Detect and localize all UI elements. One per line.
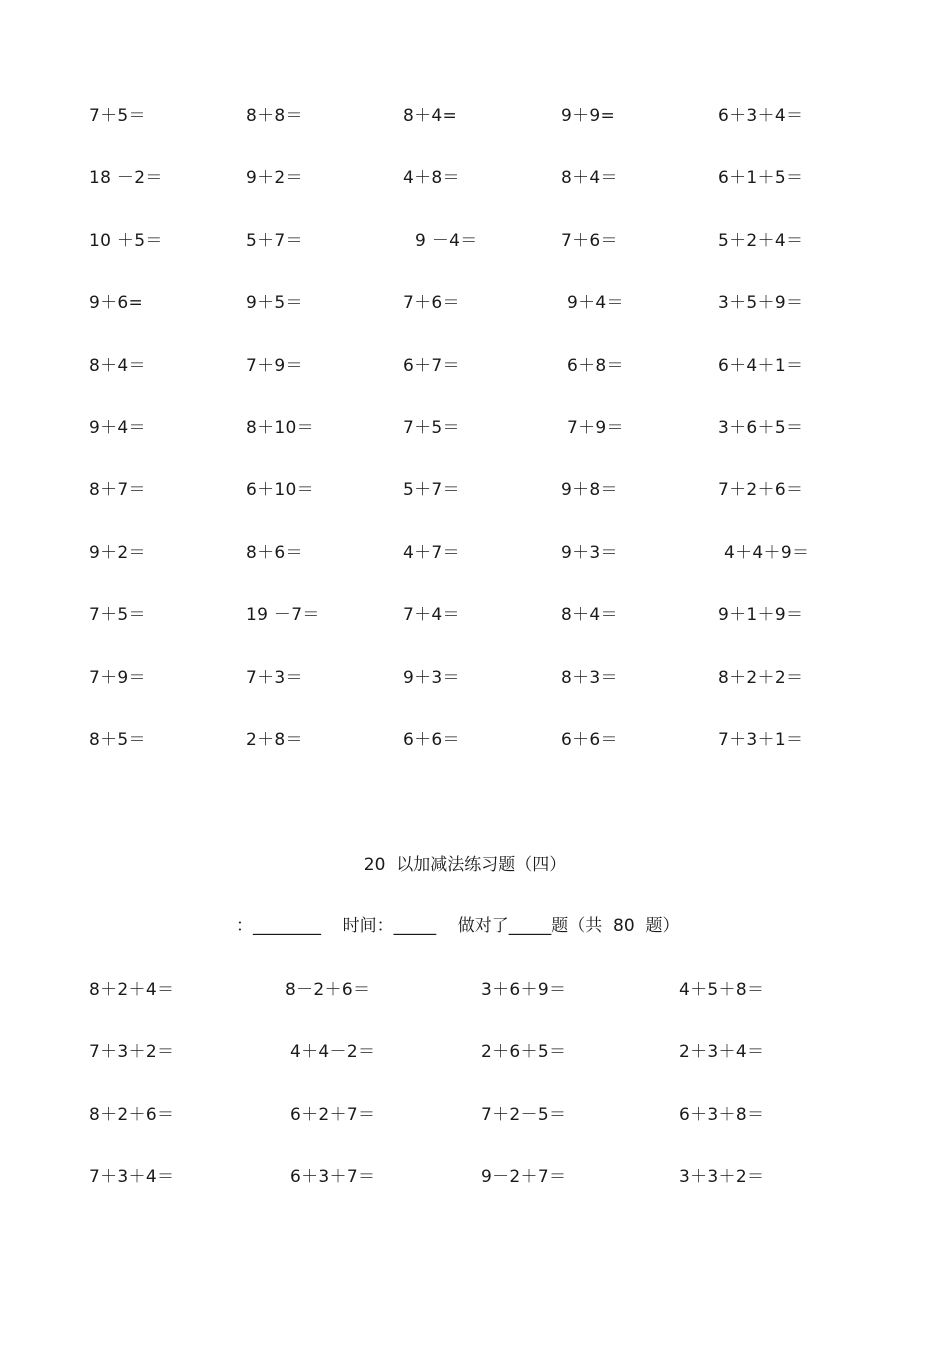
- math-problem: 8＋4＝: [561, 168, 618, 189]
- problem-row: [89, 978, 889, 1040]
- math-problem: 7＋6＝: [403, 293, 460, 314]
- math-problem: 9＋6=: [89, 293, 144, 314]
- math-problem: 9＋9=: [561, 106, 616, 126]
- math-problem: 5＋7＝: [403, 480, 460, 501]
- math-problem: 8＋5＝: [89, 729, 146, 750]
- math-problem: 9＋3＝: [403, 667, 460, 688]
- math-problem: 4＋8＝: [403, 168, 460, 189]
- math-problem: 8＋4＝: [561, 605, 618, 626]
- math-problem: 3＋6＋9＝: [481, 980, 567, 1000]
- math-problem: 9＋4＝: [89, 417, 146, 438]
- math-problem: 8＋6＝: [246, 542, 303, 563]
- problem-row: [89, 1040, 889, 1102]
- math-problem: 9＋5＝: [246, 293, 303, 314]
- section1-problem-grid: [89, 104, 869, 790]
- math-problem: 6＋6＝: [403, 729, 460, 750]
- math-problem: 3＋6＋5＝: [718, 417, 804, 438]
- section2-problem-grid: [89, 978, 889, 1228]
- math-problem: 7＋3＋2＝: [89, 1042, 175, 1063]
- math-problem: 7＋2＋6＝: [718, 480, 804, 501]
- math-problem: 6＋7＝: [403, 355, 460, 376]
- math-problem: 9＋3＝: [561, 542, 618, 563]
- math-problem: 6＋3＋8＝: [679, 1104, 765, 1125]
- math-problem: 7＋3＋4＝: [89, 1167, 175, 1188]
- problem-row: [89, 291, 869, 353]
- math-problem: 7＋2－5＝: [481, 1104, 567, 1125]
- math-problem: 9＋4＝: [567, 293, 624, 314]
- math-problem: 5＋2＋4＝: [718, 230, 804, 251]
- math-problem: 8＋4＝: [89, 355, 146, 376]
- math-problem: 3＋5＋9＝: [718, 293, 804, 314]
- math-problem: 9－2＋7＝: [481, 1167, 567, 1188]
- math-problem: 7＋9＝: [89, 667, 146, 688]
- math-problem: 18 －2＝: [89, 168, 163, 189]
- math-problem: 6＋2＋7＝: [290, 1104, 376, 1125]
- math-problem: 6＋6＝: [561, 729, 618, 750]
- problem-row: [89, 354, 869, 416]
- problem-row: [89, 104, 869, 166]
- math-problem: 4＋4＋9＝: [724, 542, 810, 563]
- problem-row: [89, 478, 869, 540]
- math-problem: 9＋2＝: [246, 168, 303, 189]
- problem-row: [89, 166, 869, 228]
- math-problem: 6＋1＋5＝: [718, 168, 804, 189]
- math-problem: 8＋2＋4＝: [89, 980, 175, 1000]
- math-problem: 2＋3＋4＝: [679, 1042, 765, 1063]
- worksheet-title: 20 以加减法练习题（四）: [363, 855, 567, 875]
- math-problem: 3＋3＋2＝: [679, 1167, 765, 1188]
- math-problem: 6＋4＋1＝: [718, 355, 804, 376]
- math-problem: 4＋5＋8＝: [679, 980, 765, 1000]
- problem-row: [89, 728, 869, 790]
- problem-row: [89, 541, 869, 603]
- problem-row: [89, 1165, 889, 1227]
- math-problem: 10 ＋5＝: [89, 230, 163, 251]
- math-problem: 4＋7＝: [403, 542, 460, 563]
- math-problem: 8＋7＝: [89, 480, 146, 501]
- math-problem: 19 －7＝: [246, 605, 320, 626]
- math-problem: 9＋1＋9＝: [718, 605, 804, 626]
- math-problem: 6＋3＋4＝: [718, 106, 804, 126]
- math-problem: 9＋8＝: [561, 480, 618, 501]
- problem-row: [89, 603, 869, 665]
- math-problem: 4＋4－2＝: [290, 1042, 376, 1063]
- math-problem: 7＋5＝: [89, 106, 146, 126]
- name-time-score-line: ：________ 时间：_____ 做对了_____题（共 80 题）: [236, 916, 680, 936]
- math-problem: 8＋2＋6＝: [89, 1104, 175, 1125]
- math-problem: 6＋3＋7＝: [290, 1167, 376, 1188]
- math-problem: 8＋2＋2＝: [718, 667, 804, 688]
- math-problem: 2＋8＝: [246, 729, 303, 750]
- problem-row: [89, 1103, 889, 1165]
- problem-row: [89, 229, 869, 291]
- math-problem: 7＋4＝: [403, 605, 460, 626]
- math-problem: 9 －4＝: [415, 230, 478, 251]
- problem-row: [89, 666, 869, 728]
- math-problem: 2＋6＋5＝: [481, 1042, 567, 1063]
- math-problem: 6＋8＝: [567, 355, 624, 376]
- math-problem: 7＋9＝: [567, 417, 624, 438]
- math-problem: 7＋9＝: [246, 355, 303, 376]
- math-problem: 7＋6＝: [561, 230, 618, 251]
- math-problem: 7＋3＋1＝: [718, 729, 804, 750]
- problem-row: [89, 416, 869, 478]
- math-problem: 7＋5＝: [89, 605, 146, 626]
- math-problem: 8＋8＝: [246, 106, 303, 126]
- math-problem: 7＋3＝: [246, 667, 303, 688]
- math-problem: 8＋4=: [403, 106, 458, 126]
- math-problem: 8＋10＝: [246, 417, 314, 438]
- math-problem: 6＋10＝: [246, 480, 314, 501]
- math-problem: 5＋7＝: [246, 230, 303, 251]
- math-problem: 8＋3＝: [561, 667, 618, 688]
- math-problem: 7＋5＝: [403, 417, 460, 438]
- math-problem: 9＋2＝: [89, 542, 146, 563]
- math-problem: 8－2＋6＝: [285, 980, 371, 1000]
